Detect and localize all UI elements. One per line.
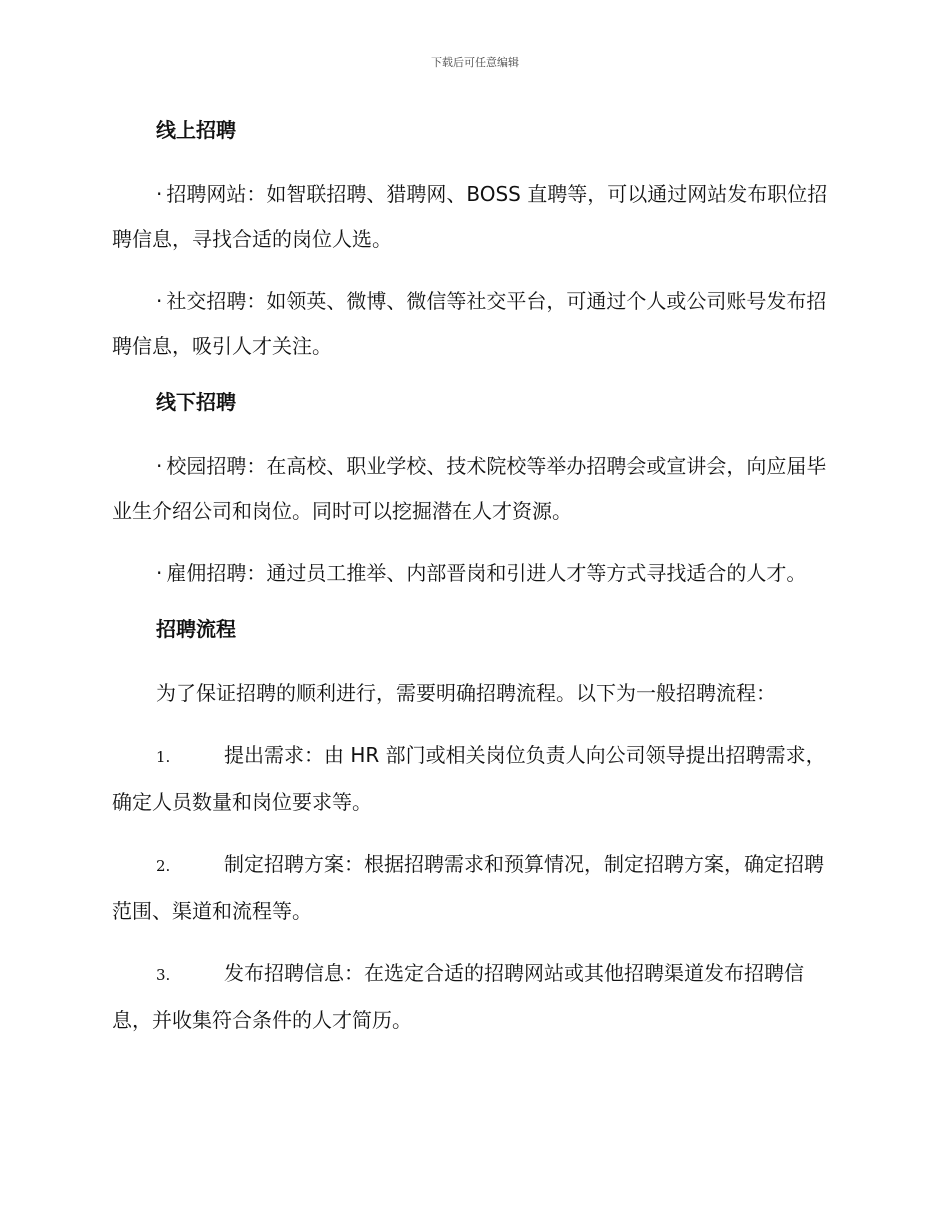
bullet-text: 招聘网站：如智联招聘、猎聘网、BOSS 直聘等，可以通过网站发布职位招聘信息，寻找合适的岗位人选。 [112,182,828,251]
step-number: 1. [156,748,171,766]
bullet-dot-icon: · [156,289,163,313]
numbered-step-1 [112,733,834,825]
process-intro: 为了保证招聘的顺利进行，需要明确招聘流程。以下为一般招聘流程： [156,681,776,705]
bullet-item-campus-recruitment [112,444,834,534]
step-text: 提出需求：由 HR 部门或相关岗位负责人向公司领导提出招聘需求，确定人员数量和岗位要求等。 [112,743,826,814]
step-number: 2. [156,857,171,875]
numbered-step-3 [112,951,834,1043]
bullet-dot-icon: · [156,182,163,206]
step-text: 发布招聘信息：在选定合适的招聘网站或其他招聘渠道发布招聘信息，并收集符合条件的人才简历。 [112,961,804,1032]
bullet-item-employment-recruitment [112,551,834,596]
numbered-step-2 [112,842,834,934]
section-heading-process: 招聘流程 [156,617,236,641]
bullet-item-social-recruitment [112,279,834,369]
section-heading-offline: 线下招聘 [156,390,236,414]
step-text: 制定招聘方案：根据招聘需求和预算情况，制定招聘方案，确定招聘范围、渠道和流程等。 [112,852,824,923]
bullet-dot-icon: · [156,561,163,585]
document-body [112,114,834,1060]
bullet-item-recruitment-websites [112,172,834,262]
step-number: 3. [156,966,171,984]
section-heading-online: 线上招聘 [156,118,236,142]
bullet-text: 校园招聘：在高校、职业学校、技术院校等举办招聘会或宣讲会，向应届毕业生介绍公司和岗位。同时可以挖掘潜在人才资源。 [112,454,827,523]
bullet-text: 社交招聘：如领英、微博、微信等社交平台，可通过个人或公司账号发布招聘信息，吸引人才关注。 [112,289,827,358]
page-header: 下载后可任意编辑 [431,56,519,69]
bullet-dot-icon: · [156,454,163,478]
bullet-text: 雇佣招聘：通过员工推举、内部晋岗和引进人才等方式寻找适合的人才。 [166,561,807,585]
